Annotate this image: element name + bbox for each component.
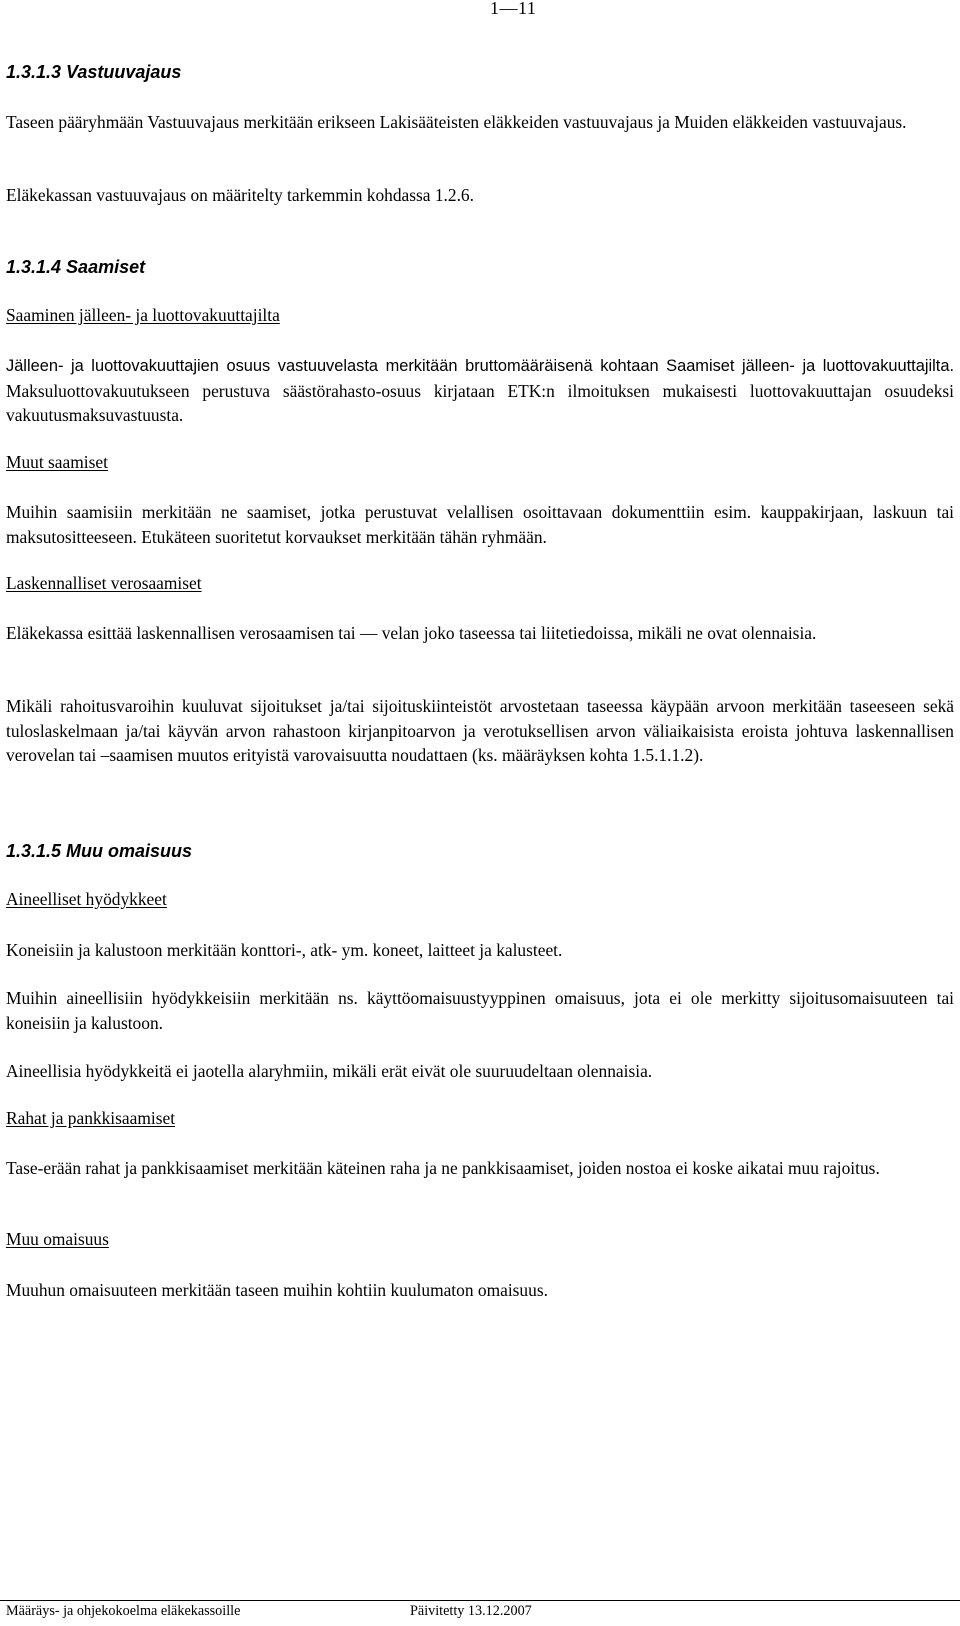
paragraph-aineelliset-1: Koneisiin ja kalustoon merkitään konttori-, atk- ym. koneet, laitteet ja kalusteet. xyxy=(6,940,563,960)
paragraph-vastuuvajaus-1: Taseen pääryhmään Vastuuvajaus merkitään erikseen Lakisääteisten eläkkeiden vastuuvajaus ja Muiden eläkkeiden vastuuvajaus. xyxy=(6,112,907,132)
paragraph-jalleenvakuuttajat-serif: Maksuluottovakuutukseen perustuva säästörahasto-osuus kirjataan ETK:n ilmoituksen mukaisesti luottovakuuttajan osuudeksi vakuutusmaksuvastuusta. xyxy=(6,380,954,425)
heading-vastuuvajaus: 1.3.1.3 Vastuuvajaus xyxy=(6,62,182,82)
footer-title: Määräys- ja ohjekokoelma eläkekassoille xyxy=(6,1603,241,1619)
heading-muu-omaisuus: 1.3.1.5 Muu omaisuus xyxy=(6,841,193,861)
paragraph-aineelliset-3: Aineellisia hyödykkeitä ei jaotella alaryhmiin, mikäli erät eivät ole suuruudeltaan olennaisia. xyxy=(6,1061,653,1081)
subheading-laskennalliset-verosaamiset: Laskennalliset verosaamiset xyxy=(6,573,202,593)
footer-updated-date: Päivitetty 13.12.2007 xyxy=(410,1603,532,1619)
subheading-jalleenvakuuttajat: Saaminen jälleen- ja luottovakuuttajilta xyxy=(6,305,280,325)
paragraph-verosaamiset-1: Eläkekassa esittää laskennallisen verosaamisen tai — velan joko taseessa tai liitetiedoissa, mikäli ne ovat olennaisia. xyxy=(6,623,817,643)
page-number: 1—11 xyxy=(490,0,537,18)
heading-saamiset: 1.3.1.4 Saamiset xyxy=(6,257,146,277)
subheading-muu-omaisuus: Muu omaisuus xyxy=(6,1229,109,1249)
paragraph-rahat-pankkisaamiset: Tase-erään rahat ja pankkisaamiset merkitään käteinen raha ja ne pankkisaamiset, joiden nostoa ei koske aikatai muu rajoitus. xyxy=(6,1158,880,1178)
paragraph-jalleenvakuuttajat-sans: Jälleen- ja luottovakuuttajien osuus vastuuvelasta merkitään bruttomääräisenä kohtaan Saamiset jälleen- ja luottovakuuttajilta. xyxy=(6,357,954,375)
subheading-rahat-pankkisaamiset: Rahat ja pankkisaamiset xyxy=(6,1108,176,1128)
footer-divider xyxy=(0,1600,960,1601)
paragraph-verosaamiset-2: Mikäli rahoitusvaroihin kuuluvat sijoitukset ja/tai sijoituskiinteistöt arvostetaan taseessa käypään arvoon merkitään taseeseen sekä tuloslaskelmaan ja/tai käyvän arvon rahastoon kirjanpitoarvon ja verotuksellisen arvon väliaikaisista eroista johtuva laskennallisen verovelan tai –saamisen muutos erityistä varovaisuutta noudattaen (ks. määräyksen kohta 1.5.1.1.2). xyxy=(6,696,954,765)
subheading-aineelliset-hyodykkeet: Aineelliset hyödykkeet xyxy=(6,889,167,909)
subheading-muut-saamiset: Muut saamiset xyxy=(6,452,108,472)
paragraph-vastuuvajaus-2: Eläkekassan vastuuvajaus on määritelty tarkemmin kohdassa 1.2.6. xyxy=(6,185,474,205)
paragraph-aineelliset-2: Muihin aineellisiin hyödykkeisiin merkitään ns. käyttöomaisuustyyppinen omaisuus, jota ei ole merkitty sijoitusomaisuuteen tai koneisiin ja kalustoon. xyxy=(6,988,954,1033)
paragraph-jalleenvakuuttajat xyxy=(6,353,954,428)
paragraph-muut-saamiset: Muihin saamisiin merkitään ne saamiset, jotka perustuvat velallisen osoittavaan dokumenttiin esim. kauppakirjaan, laskuun tai maksutositteeseen. Etukäteen suoritetut korvaukset merkitään tähän ryhmään. xyxy=(6,502,954,547)
paragraph-muu-omaisuus: Muuhun omaisuuteen merkitään taseen muihin kohtiin kuulumaton omaisuus. xyxy=(6,1280,548,1300)
